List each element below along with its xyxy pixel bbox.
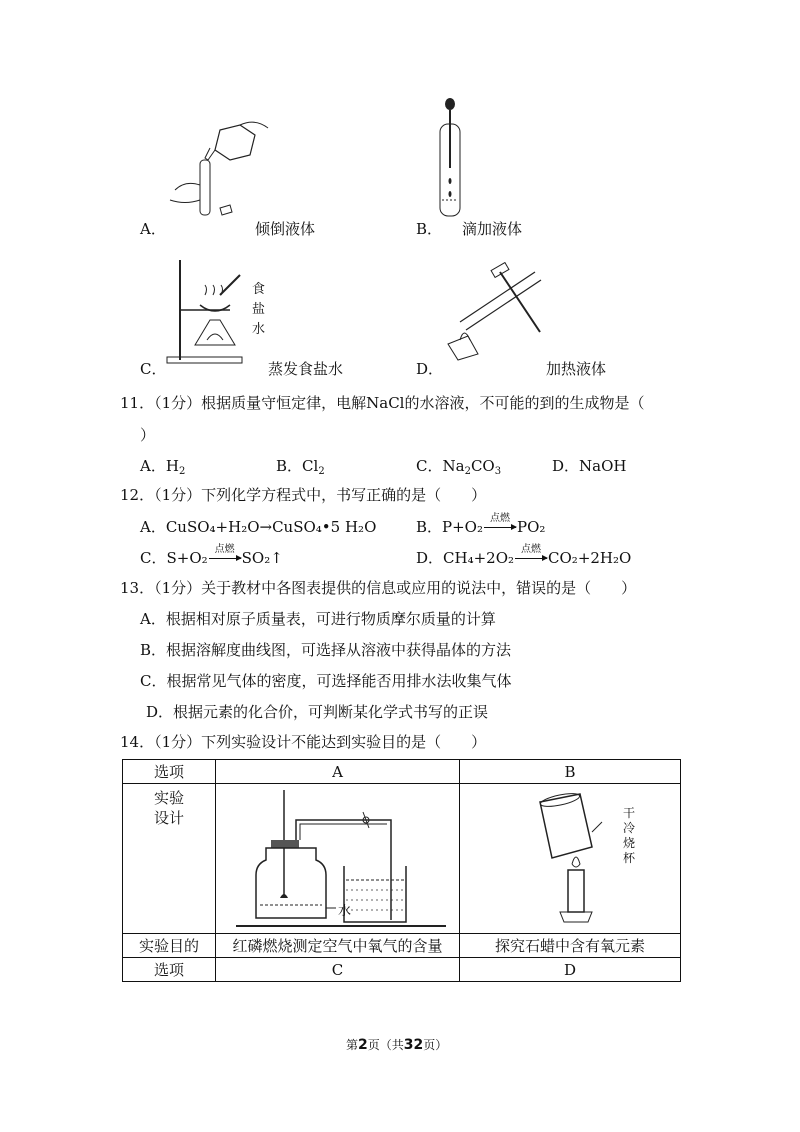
q14-header2-option: 选项: [123, 958, 216, 982]
q13-option-a: A．根据相对原子质量表，可进行物质摩尔质量的计算: [140, 610, 496, 628]
q12-option-a: A．CuSO₄+H₂O→CuSO₄•5 H₂O: [140, 518, 377, 536]
q14-cold-beaker-label: 干 冷 烧 杯: [623, 806, 636, 865]
q10-saltwater-label: 食 盐 水: [252, 282, 266, 337]
q12-option-b: B．P+O₂ 点燃 PO₂: [416, 513, 546, 536]
page-footer: 第2页（共32页）: [346, 1037, 448, 1053]
q11-stem: 11．（1分）根据质量守恒定律，电解NaCl的水溶液，不可能的到的生成物是（: [120, 394, 645, 412]
evaporate-saltwater-illustration: [165, 255, 245, 367]
drop-liquid-illustration: [435, 96, 475, 220]
q10-option-c-caption: 蒸发食盐水: [268, 360, 344, 378]
pour-liquid-illustration: [160, 120, 270, 220]
q11-option-c: C．$Na_2CO_3$: [416, 457, 502, 477]
q14-stem: 14．（1分）下列实验设计不能达到实验目的是（ ）: [120, 733, 487, 751]
q14-design-b: [460, 784, 681, 934]
q14-purpose-b: 探究石蜡中含有氧元素: [460, 934, 681, 958]
q14-header-c: C: [216, 958, 460, 982]
q14-header-d: D: [460, 958, 681, 982]
q14-water-label: 水: [338, 904, 352, 919]
q14-header-b: B: [460, 760, 681, 784]
q11-option-a: A．$H_2$: [140, 457, 186, 477]
q11-option-b: B．$Cl_2$: [276, 457, 325, 477]
q10-option-d-caption: 加热液体: [546, 360, 607, 378]
q13-option-b: B．根据溶解度曲线图，可选择从溶液中获得晶体的方法: [140, 641, 512, 659]
q10-option-d-letter: D．: [416, 360, 444, 378]
q14-table: [122, 759, 681, 982]
q14-header-a: A: [216, 760, 460, 784]
heat-liquid-illustration: [440, 262, 550, 362]
q10-option-a-letter: A．: [140, 220, 166, 238]
q13-stem: 13．（1分）关于教材中各图表提供的信息或应用的说法中，错误的是（ ）: [120, 579, 637, 597]
q14-purpose-label: 实验目的: [123, 934, 216, 958]
q14-design-a: [216, 784, 460, 934]
q10-option-a-caption: 倾倒液体: [255, 220, 316, 238]
q10-option-b-letter: B．: [416, 220, 443, 238]
q12-option-d: D．CH₄+2O₂ 点燃 CO₂+2H₂O: [416, 544, 632, 567]
q14-purpose-a: 红磷燃烧测定空气中氧气的含量: [216, 934, 460, 958]
candle-cold-beaker-illustration: [530, 792, 620, 932]
q11-stem-end: ）: [140, 426, 156, 444]
q14-header-option: 选项: [123, 760, 216, 784]
q12-stem: 12．（1分）下列化学方程式中，书写正确的是（ ）: [120, 486, 487, 504]
q12-option-c: C．S+O₂ 点燃 SO₂↑: [140, 544, 283, 567]
q13-option-c: C．根据常见气体的密度，可选择能否用排水法收集气体: [140, 672, 512, 690]
q14-design-label: 实验 设计: [123, 784, 216, 934]
q13-option-d: D．根据元素的化合价，可判断某化学式书写的正误: [146, 703, 489, 721]
q10-option-b-caption: 滴加液体: [462, 220, 523, 238]
q10-option-c-letter: C．: [140, 360, 167, 378]
q11-option-d: D．NaOH: [552, 457, 627, 475]
